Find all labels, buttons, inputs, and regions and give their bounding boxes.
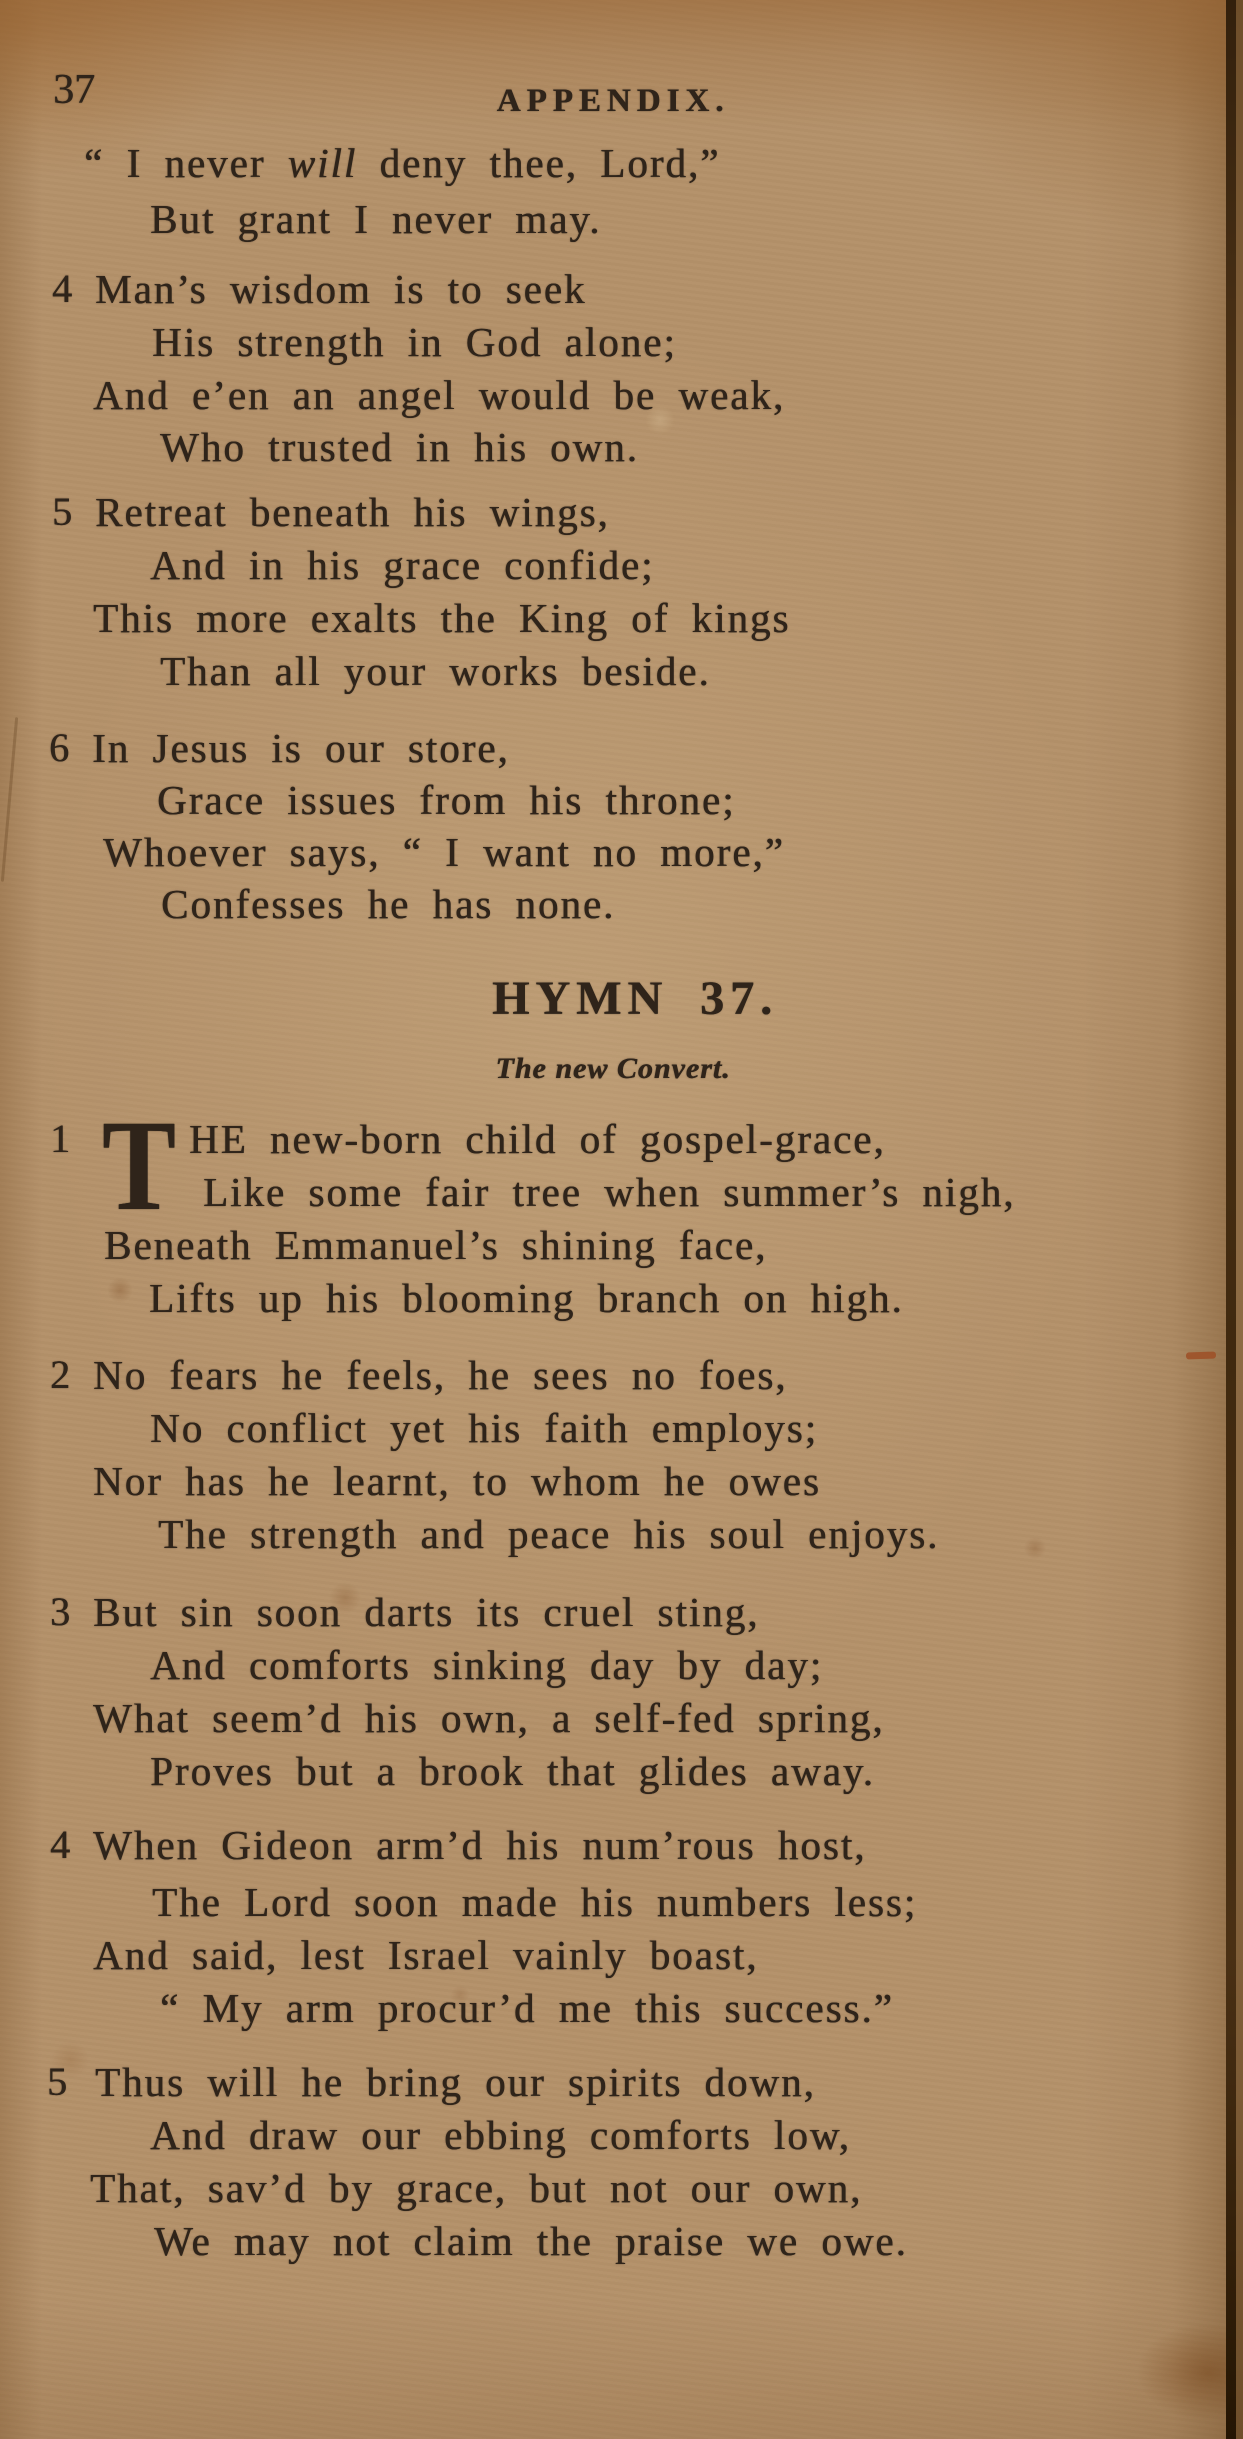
hymn-line: No conflict yet his faith employs; [150, 1405, 818, 1451]
red-ink-mark [1186, 1351, 1216, 1359]
hymn-line: Lifts up his blooming branch on high. [149, 1275, 904, 1321]
hymn-line: The strength and peace his soul enjoys. [158, 1511, 940, 1557]
hymn-line: Confesses he has none. [161, 881, 616, 927]
hymn-line: But grant I never may. [150, 196, 602, 242]
hymn-line: Than all your works beside. [160, 648, 711, 694]
verse-number: 6 [49, 725, 69, 770]
hymn-line: Proves but a brook that glides away. [150, 1748, 875, 1794]
hymn-line: But sin soon darts its cruel sting, [93, 1589, 760, 1635]
adjacent-page-edge [1236, 0, 1243, 2439]
hymn-line: Like some fair tree when summer’s nigh, [203, 1169, 1016, 1215]
quote-pre: “ I never [84, 140, 288, 186]
verse-number: 1 [50, 1116, 70, 1161]
hymn-line: What seem’d his own, a self-fed spring, [93, 1695, 885, 1741]
running-head: APPENDIX. [496, 83, 730, 119]
hymn-line: We may not claim the praise we owe. [154, 2218, 908, 2264]
verse-number: 3 [50, 1589, 70, 1634]
verse-number: 5 [47, 2059, 67, 2104]
hymn-line: When Gideon arm’d his num’rous host, [93, 1822, 867, 1868]
verse-number: 5 [52, 489, 72, 534]
quote-post: deny thee, Lord,” [357, 140, 721, 186]
hymn-line: And draw our ebbing comforts low, [150, 2112, 851, 2158]
hymn-line: This more exalts the King of kings [93, 595, 791, 641]
italic-word: will [287, 140, 358, 186]
verse-number: 2 [50, 1352, 70, 1397]
hymn-line: HE new-born child of gospel-grace, [189, 1116, 886, 1162]
page-number: 37 [53, 67, 95, 113]
hymn-line: And in his grace confide; [150, 542, 655, 588]
hymn-line: And comforts sinking day by day; [150, 1642, 824, 1688]
hymn-line: And e’en an angel would be weak, [93, 372, 786, 418]
hymn-line: No fears he feels, he sees no foes, [93, 1352, 788, 1398]
hymn-line: Grace issues from his throne; [157, 777, 736, 823]
hymn-line: His strength in God alone; [152, 319, 677, 365]
drop-cap: T [102, 1094, 176, 1238]
hymn-line: In Jesus is our store, [92, 725, 510, 771]
hymn-line: Whoever says, “ I want no more,” [103, 829, 785, 875]
verse-number: 4 [52, 266, 72, 311]
hymn-line: Retreat beneath his wings, [95, 489, 610, 535]
book-edge-shadow [1226, 0, 1236, 2439]
hymn-line: “ My arm procur’d me this success.” [160, 1985, 894, 2031]
hymn-line [84, 140, 721, 186]
hymn-line: The Lord soon made his numbers less; [152, 1879, 918, 1925]
hymn-line: Thus will he bring our spirits down, [95, 2059, 816, 2105]
hymn-line: Nor has he learnt, to whom he owes [93, 1458, 821, 1504]
hymn-line: Who trusted in his own. [160, 424, 639, 470]
verse-number: 4 [50, 1822, 70, 1867]
hymn-title: HYMN 37. [492, 972, 778, 1025]
paper-crease [1, 717, 18, 882]
hymn-subtitle: The new Convert. [495, 1052, 731, 1085]
hymn-line: That, sav’d by grace, but not our own, [90, 2165, 863, 2211]
hymn-line: Man’s wisdom is to seek [95, 266, 587, 312]
hymn-line: Beneath Emmanuel’s shining face, [104, 1222, 768, 1268]
hymn-line: And said, lest Israel vainly boast, [93, 1932, 759, 1978]
